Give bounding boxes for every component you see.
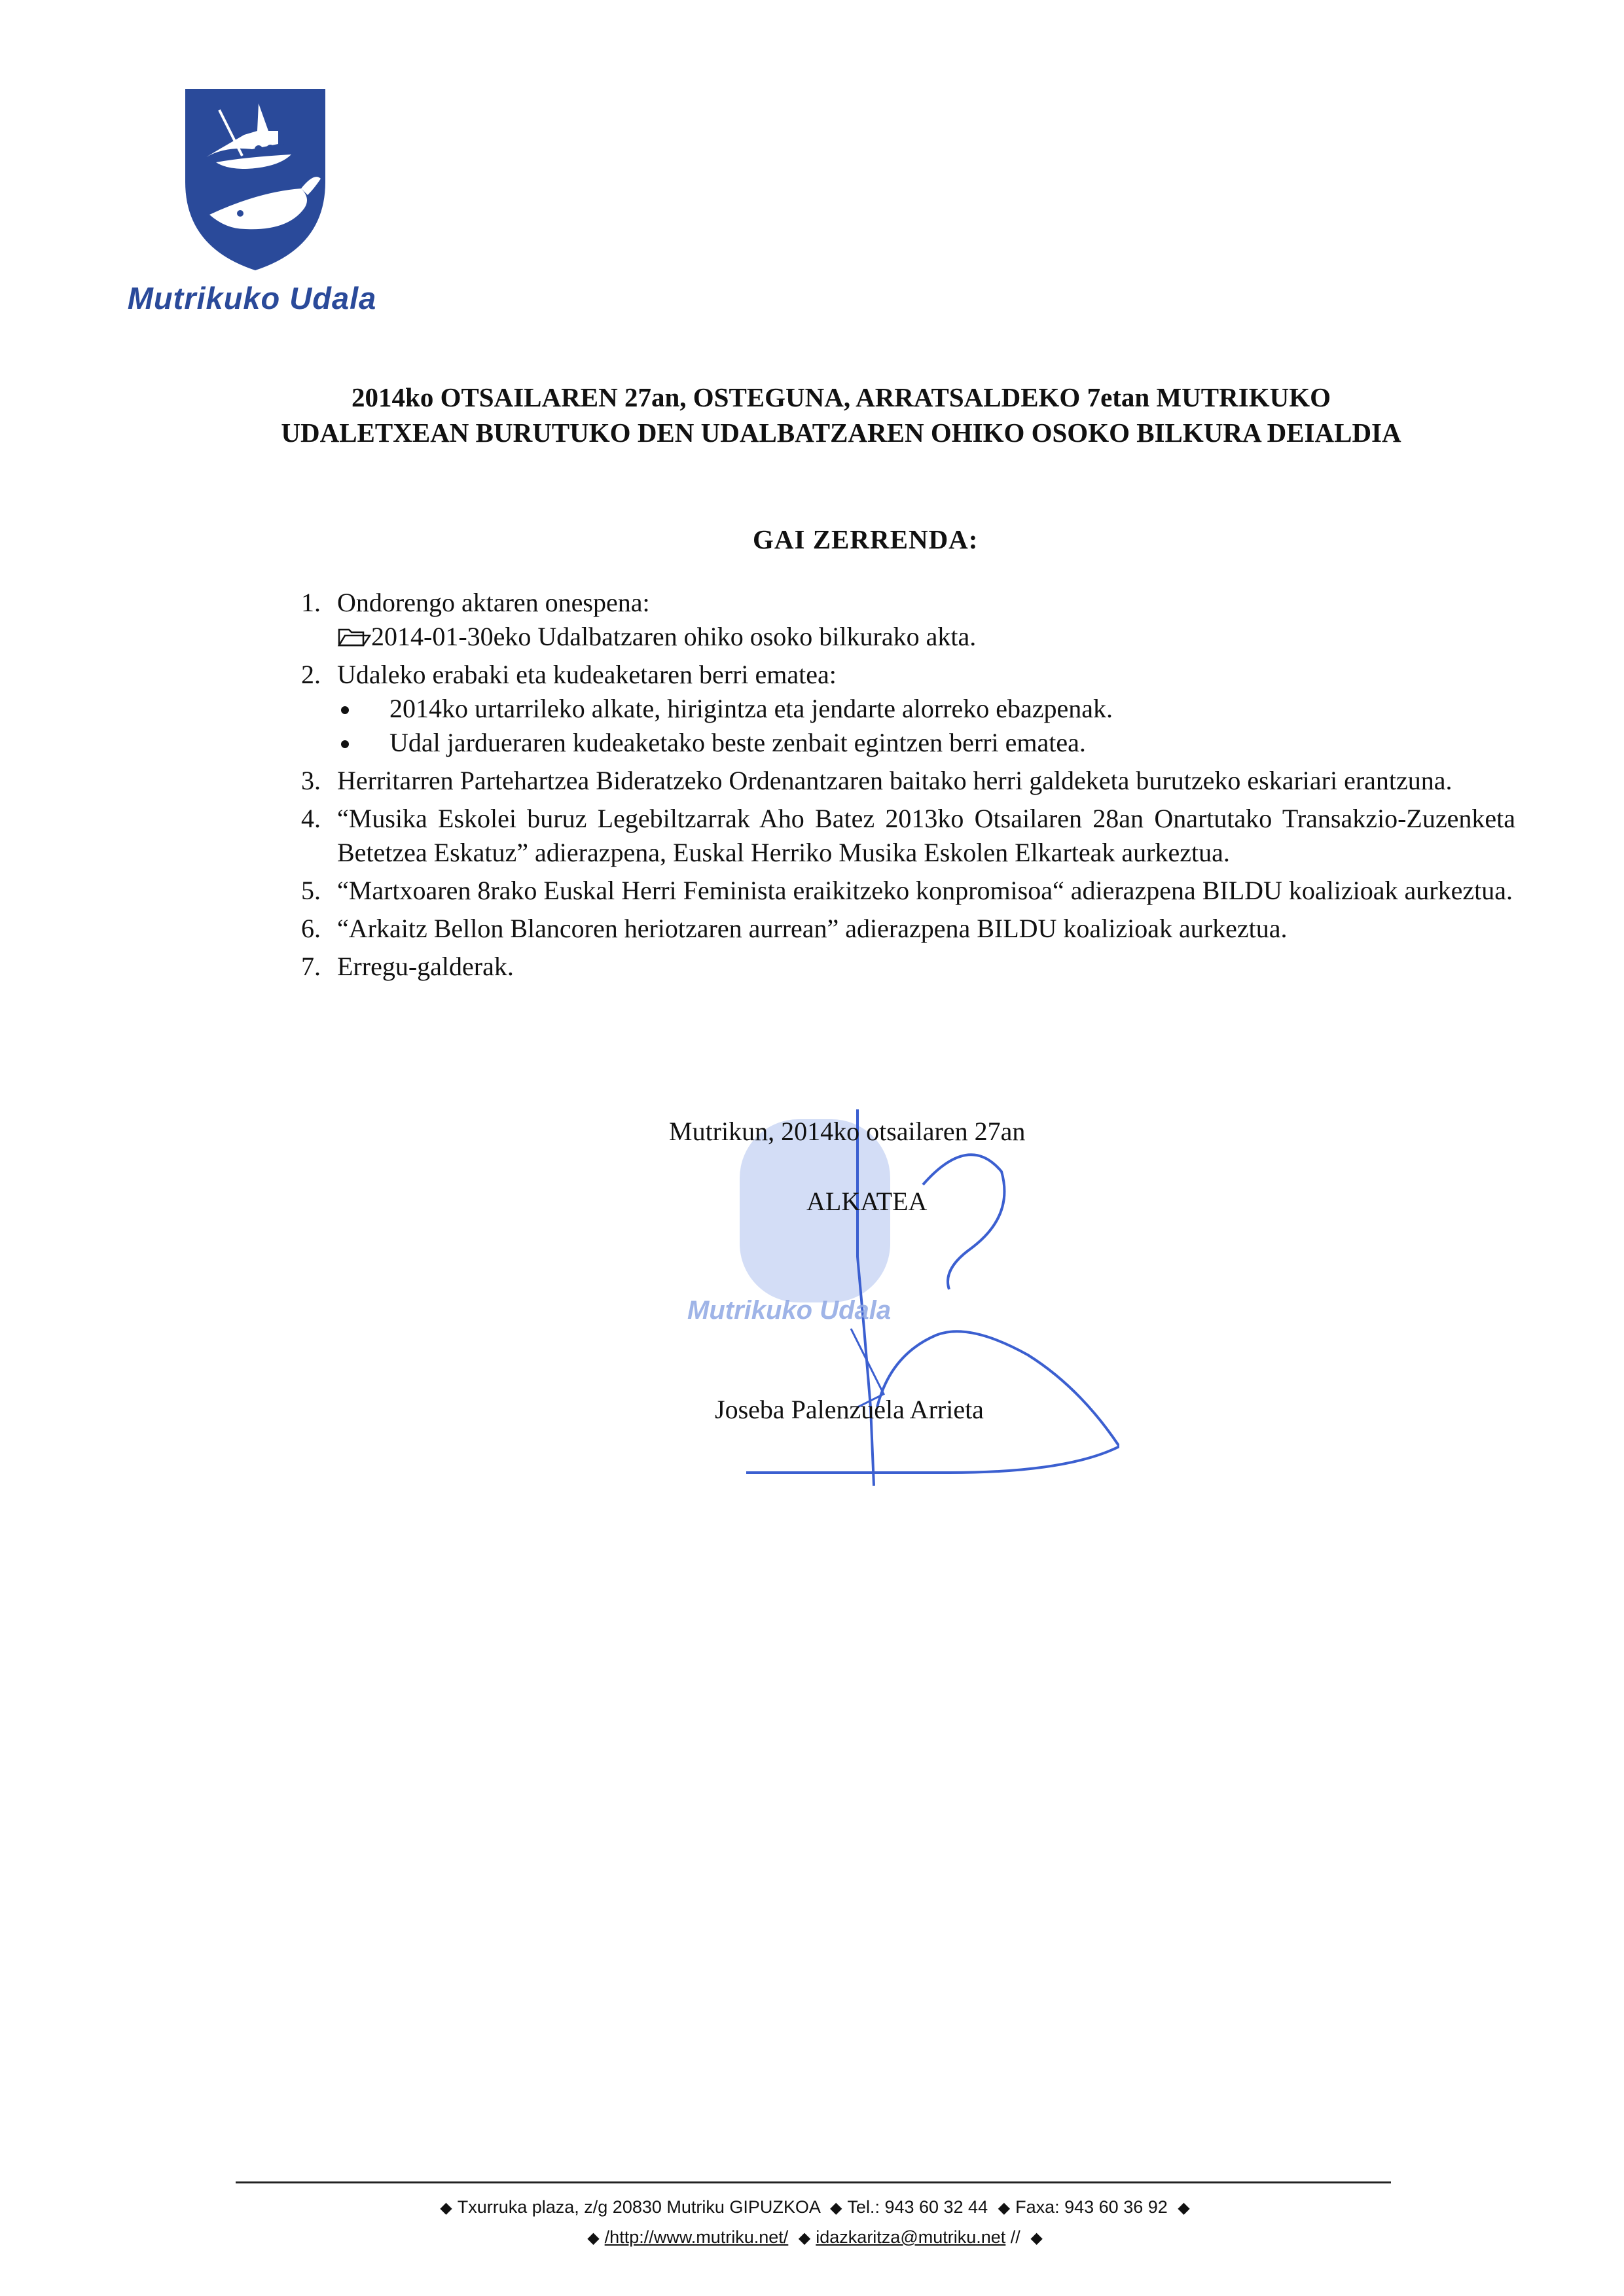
diamond-icon: ◆ <box>1178 2199 1190 2217</box>
agenda-item-text: Ondorengo aktaren onespena: <box>337 588 650 617</box>
agenda-item-number: 1. <box>301 588 321 617</box>
bullet-icon <box>341 706 349 714</box>
diamond-icon: ◆ <box>1030 2229 1043 2247</box>
agenda-item-text: Herritarren Partehartzea Bideratzeko Ordenantzaren baitako herri galdeketa burutzeko eskariari erantzuna. <box>337 766 1453 795</box>
crest-icon <box>180 84 331 274</box>
diamond-icon: ◆ <box>440 2199 452 2217</box>
agenda-item <box>281 950 1515 984</box>
footer-fax: Faxa: 943 60 36 92 <box>1015 2197 1168 2217</box>
diamond-icon: ◆ <box>798 2229 811 2247</box>
agenda-item <box>281 586 1515 654</box>
organization-name: Mutrikuko Udala <box>127 281 377 315</box>
agenda-bullet-text: 2014ko urtarrileko alkate, hirigintza eta jendarte alorreko ebazpenak. <box>389 694 1113 723</box>
stamp-organization-name: Mutrikuko Udala <box>687 1296 892 1325</box>
agenda-subitem-text: 2014-01-30eko Udalbatzaren ohiko osoko bilkurako akta. <box>371 622 977 651</box>
agenda-item-number: 3. <box>301 766 321 795</box>
diamond-icon: ◆ <box>587 2229 600 2247</box>
folder-icon <box>337 626 371 648</box>
agenda-item <box>281 658 1515 760</box>
agenda-item-text: “Martxoaren 8rako Euskal Herri Feminista eraikitzeko konpromisoa“ adierazpena BILDU koalizioak aurkeztua. <box>337 876 1513 905</box>
agenda-list <box>281 586 1515 988</box>
agenda-bullet-text: Udal jardueraren kudeaketako beste zenbait egintzen berri ematea. <box>389 728 1086 757</box>
agenda-item-number: 2. <box>301 660 321 689</box>
diamond-icon: ◆ <box>829 2199 842 2217</box>
agenda-bullet-list <box>337 692 1515 760</box>
agenda-item-number: 5. <box>301 876 321 905</box>
agenda-item-number: 4. <box>301 804 321 833</box>
agenda-item-number: 6. <box>301 914 321 943</box>
agenda-item-number: 7. <box>301 952 321 981</box>
agenda-item <box>281 802 1515 870</box>
agenda-heading: GAI ZERRENDA: <box>753 524 979 554</box>
document-title <box>196 380 1486 450</box>
agenda-item-text: “Arkaitz Bellon Blancoren heriotzaren aurrean” adierazpena BILDU koalizioak aurkeztua. <box>337 914 1288 943</box>
title-line-1: 2014ko OTSAILAREN 27an, OSTEGUNA, ARRATSALDEKO 7etan MUTRIKUKO <box>352 382 1331 412</box>
bullet-icon <box>341 740 349 748</box>
agenda-item-text: Udaleko erabaki eta kudeaketaren berri ematea: <box>337 660 837 689</box>
footer-divider <box>236 2181 1391 2183</box>
signature-place-date: Mutrikun, 2014ko otsailaren 27an <box>669 1117 1026 1146</box>
footer-line-1 <box>196 2193 1434 2223</box>
agenda-item <box>281 764 1515 798</box>
title-line-2: UDALETXEAN BURUTUKO DEN UDALBATZAREN OHIKO OSOKO BILKURA DEIALDIA <box>281 418 1401 448</box>
agenda-bullet <box>337 692 1515 726</box>
website-link[interactable]: /http://www.mutriku.net/ <box>604 2227 789 2247</box>
footer-trailing: // <box>1010 2227 1020 2247</box>
agenda-item <box>281 874 1515 908</box>
agenda-item-text: “Musika Eskolei buruz Legebiltzarrak Aho Batez 2013ko Otsailaren 28an Onartutako Transakzio-Zuzenketa Betetzea Eskatuz” adierazpena, Euskal Herriko Musika Eskolen Elkarteak aurkeztua. <box>337 804 1515 867</box>
agenda-item-text: Erregu-galderak. <box>337 952 514 981</box>
agenda-subitem <box>337 620 1515 654</box>
diamond-icon: ◆ <box>998 2199 1011 2217</box>
agenda-item <box>281 912 1515 946</box>
signature-role: ALKATEA <box>806 1187 928 1216</box>
footer-address: Txurruka plaza, z/g 20830 Mutriku GIPUZKOA <box>457 2197 820 2217</box>
email-link[interactable]: idazkaritza@mutriku.net <box>816 2227 1006 2247</box>
footer-contact <box>196 2193 1434 2253</box>
footer-tel: Tel.: 943 60 32 44 <box>847 2197 988 2217</box>
agenda-bullet <box>337 726 1515 760</box>
signatory-name: Joseba Palenzuela Arrieta <box>715 1395 984 1424</box>
footer-line-2 <box>196 2223 1434 2253</box>
